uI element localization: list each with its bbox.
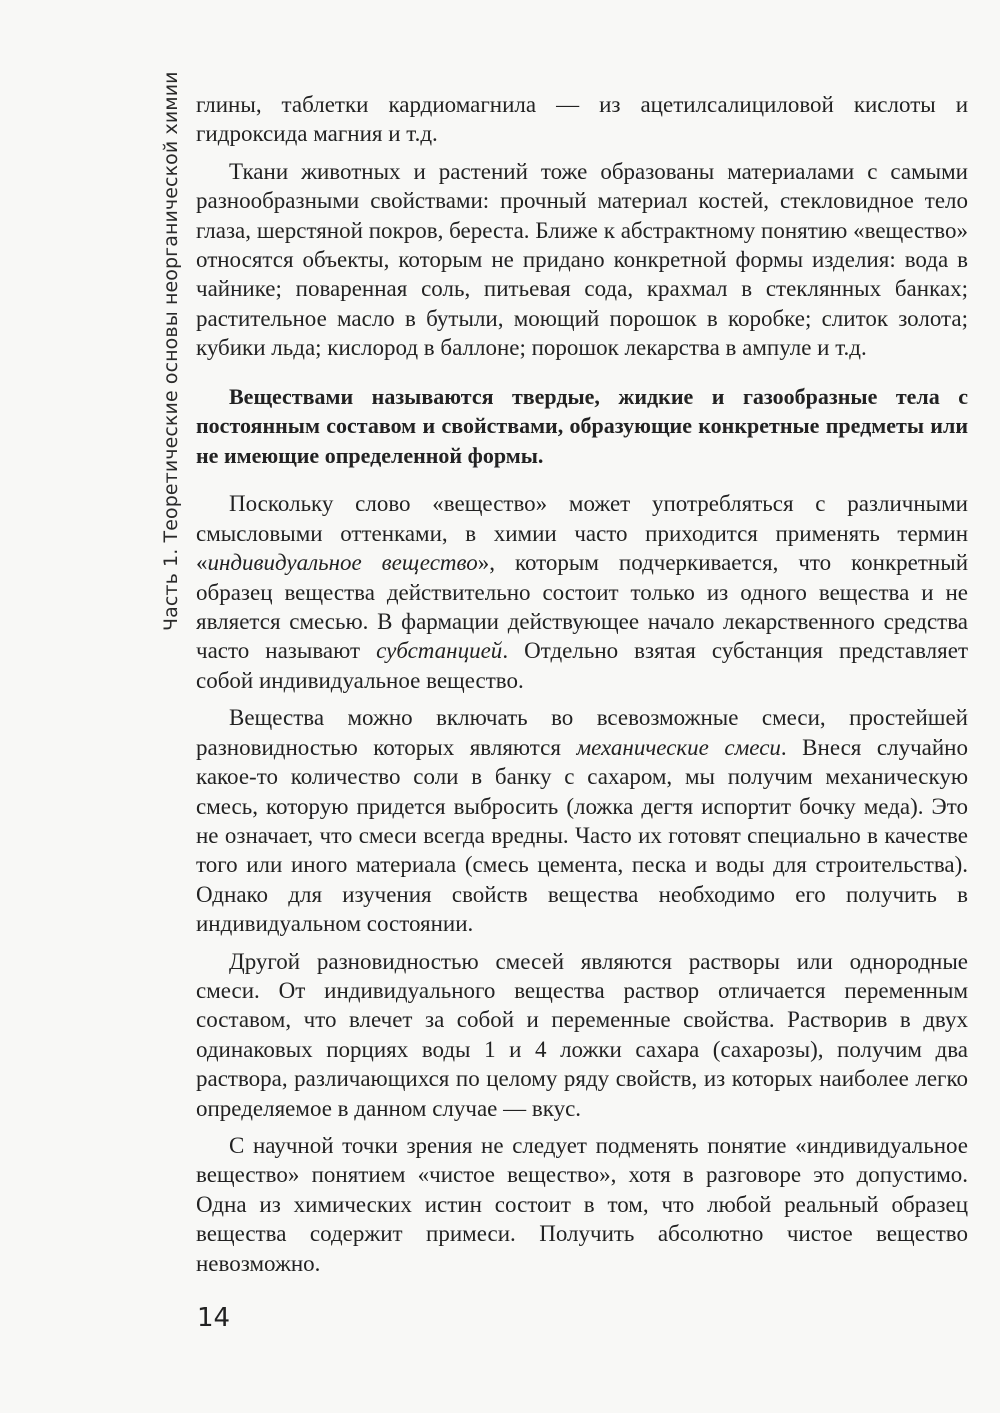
paragraph: Вещества можно включать во всевозможные смеси, простейшей разновидностью которых являются механические смеси. Внеся случайно какое-то количество соли в банку с сахаром, мы получим механическую смесь, которую придется выбросить (ложка дегтя испортит бочку меда). Это не означает, что смеси всегда вредны. Часто их готовят специально в качестве того или иного материала (смесь цемента, песка и воды для строительства). Однако для изучения свойств вещества необходимо его получить в индивидуальном состоянии. <box>196 705 968 937</box>
page-number: 14 <box>197 1303 231 1333</box>
paragraph: глины, таблетки кардиомагнила — из ацетилсалициловой кислоты и гидроксида магния и т.д. <box>196 92 968 147</box>
italic-term: индивидуальное вещество <box>207 550 478 576</box>
italic-term: субстанцией <box>376 638 503 664</box>
body-text <box>196 90 968 1278</box>
running-head: Часть 1. Теоретические основы неорганической химии <box>160 71 182 631</box>
paragraph: С научной точки зрения не следует подменять понятие «индивидуальное вещество» понятием «чистое вещество», хотя в разговоре это допустимо. Одна из химических истин состоит в том, что любой реальный образец вещества содержит примеси. Получить абсолютно чистое вещество невозможно. <box>196 1132 968 1276</box>
paragraph: Другой разновидностью смесей являются растворы или однородные смеси. От индивидуального вещества раствор отличается переменным составом, что влечет за собой и переменные свойства. Растворив в двух одинаковых порциях воды 1 и 4 ложки сахара (сахарозы), получим два раствора, различающихся по целому ряду свойств, из которых наиболее легко определяемое в данном случае — вкус. <box>196 948 968 1121</box>
definition-paragraph: Веществами называются твердые, жидкие и газообразные тела с постоянным составом и свойствами, образующие конкретные предметы или не имеющие определенной формы. <box>196 383 968 468</box>
paragraph: Ткани животных и растений тоже образованы материалами с самыми разнообразными свойствами: прочный материал костей, стекловидное тело глаза, шерстяной покров, береста. Ближе к абстрактному понятию «вещество» относятся объекты, которым не придано конкретной формы изделия: вода в чайнике; поваренная соль, питьевая сода, крахмал в стеклянных банках; растительное масло в бутыли, моющий порошок в коробке; слиток золота; кубики льда; кислород в баллоне; порошок лекарства в ампуле и т.д. <box>196 158 968 361</box>
italic-term: механические смеси <box>576 734 781 760</box>
paragraph: Поскольку слово «вещество» может употребляться с различными смысловыми оттенками, в химии часто приходится применять термин «индивидуальное вещество», которым подчеркивается, что конкретный образец вещества действительно состоит только из одного вещества и не является смесью. В фармации действующее начало лекарственного средства часто называют субстанцией. Отдельно взятая субстанция представляет собой индивидуальное вещество. <box>196 491 969 693</box>
